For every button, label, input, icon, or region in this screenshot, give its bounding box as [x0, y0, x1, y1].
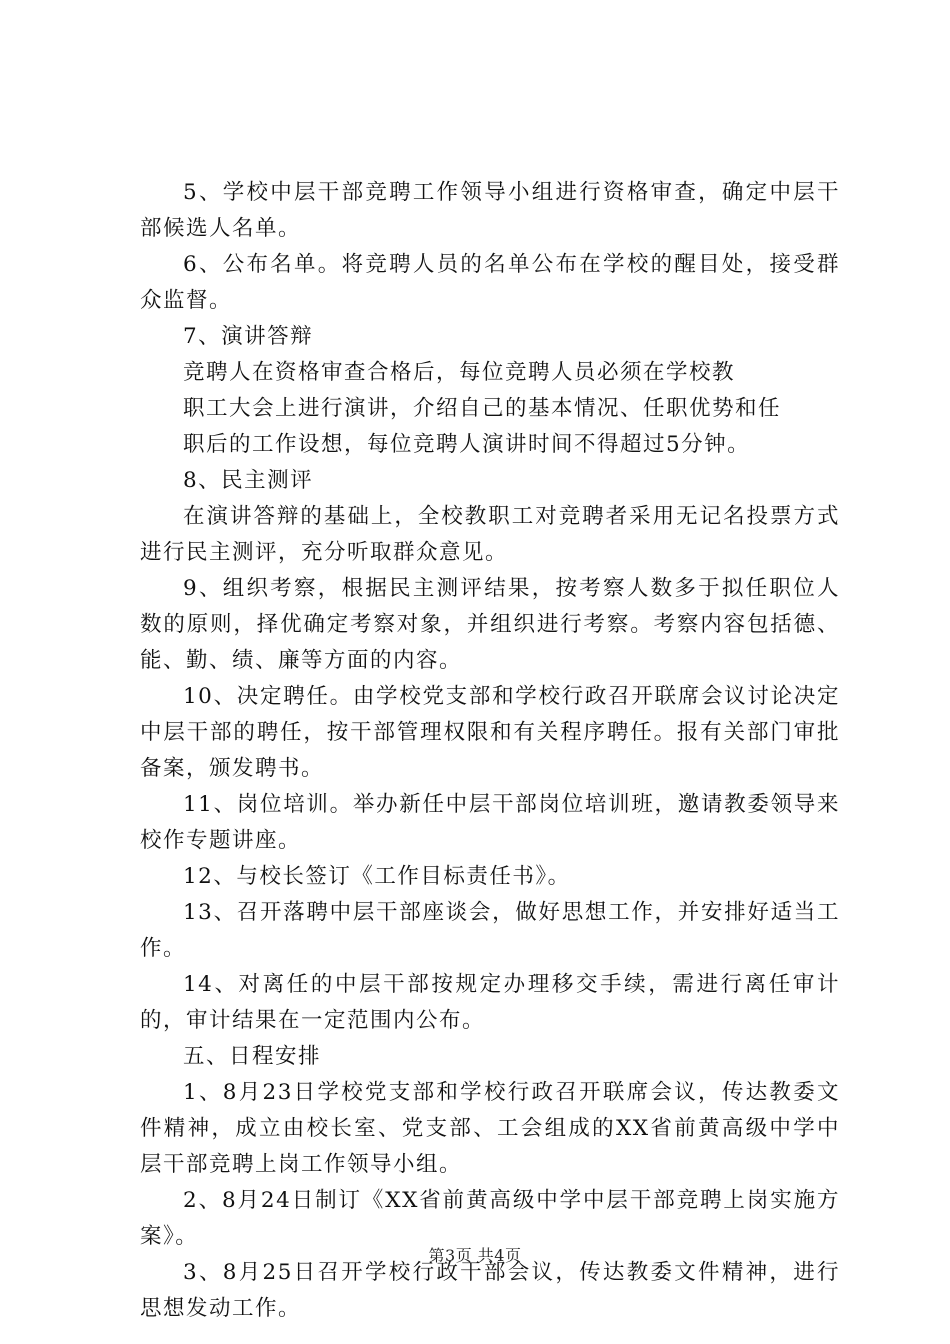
paragraph-5-qualification-review: 5、学校中层干部竞聘工作领导小组进行资格审查，确定中层干部候选人名单。 — [140, 180, 840, 241]
paragraph-7-speech-heading: 7、演讲答辩 — [183, 324, 314, 349]
section-heading-schedule: 五、日程安排 — [183, 1044, 322, 1069]
paragraph-8-democratic-evaluation-heading: 8、民主测评 — [183, 468, 314, 493]
paragraph-10-appointment: 10、决定聘任。由学校党支部和学校行政召开联席会议讨论决定中层干部的聘任，按干部管理权限和有关程序聘任。报有关部门审批备案，颁发聘书。 — [140, 684, 840, 781]
schedule-item-1: 1、8月23日学校党支部和学校行政召开联席会议，传达教委文件精神，成立由校长室、党支部、工会组成的XX省前黄高级中学中层干部竞聘上岗工作领导小组。 — [140, 1080, 840, 1177]
paragraph-13-unsuccessful-meeting: 13、召开落聘中层干部座谈会，做好思想工作，并安排好适当工作。 — [140, 900, 840, 961]
page-number-footer: 第3页 共4页 — [428, 1246, 522, 1265]
schedule-item-2: 2、8月24日制订《XX省前黄高级中学中层干部竞聘上岗实施方案》。 — [140, 1188, 840, 1249]
document-body — [140, 175, 840, 1327]
paragraph-speech-line-3: 职后的工作设想，每位竞聘人演讲时间不得超过5分钟。 — [183, 432, 751, 457]
paragraph-12-responsibility-letter: 12、与校长签订《工作目标责任书》。 — [183, 864, 571, 889]
paragraph-14-handover: 14、对离任的中层干部按规定办理移交手续，需进行离任审计的，审计结果在一定范围内公布。 — [140, 972, 840, 1033]
paragraph-evaluation-body: 在演讲答辩的基础上，全校教职工对竞聘者采用无记名投票方式进行民主测评，充分听取群众意见。 — [140, 504, 840, 565]
paragraph-speech-line-1: 竞聘人在资格审查合格后，每位竞聘人员必须在学校教 — [183, 360, 736, 385]
paragraph-6-publish-list: 6、公布名单。将竞聘人员的名单公布在学校的醒目处，接受群众监督。 — [140, 252, 840, 313]
schedule-item-3: 3、8月25日召开学校行政干部会议，传达教委文件精神，进行思想发动工作。 — [140, 1260, 840, 1321]
paragraph-11-training: 11、岗位培训。举办新任中层干部岗位培训班，邀请教委领导来校作专题讲座。 — [140, 792, 840, 853]
paragraph-9-inspection: 9、组织考察，根据民主测评结果，按考察人数多于拟任职位人数的原则，择优确定考察对象，并组织进行考察。考察内容包括德、能、勤、绩、廉等方面的内容。 — [140, 576, 840, 673]
paragraph-speech-line-2: 职工大会上进行演讲，介绍自己的基本情况、任职优势和任 — [183, 396, 782, 421]
